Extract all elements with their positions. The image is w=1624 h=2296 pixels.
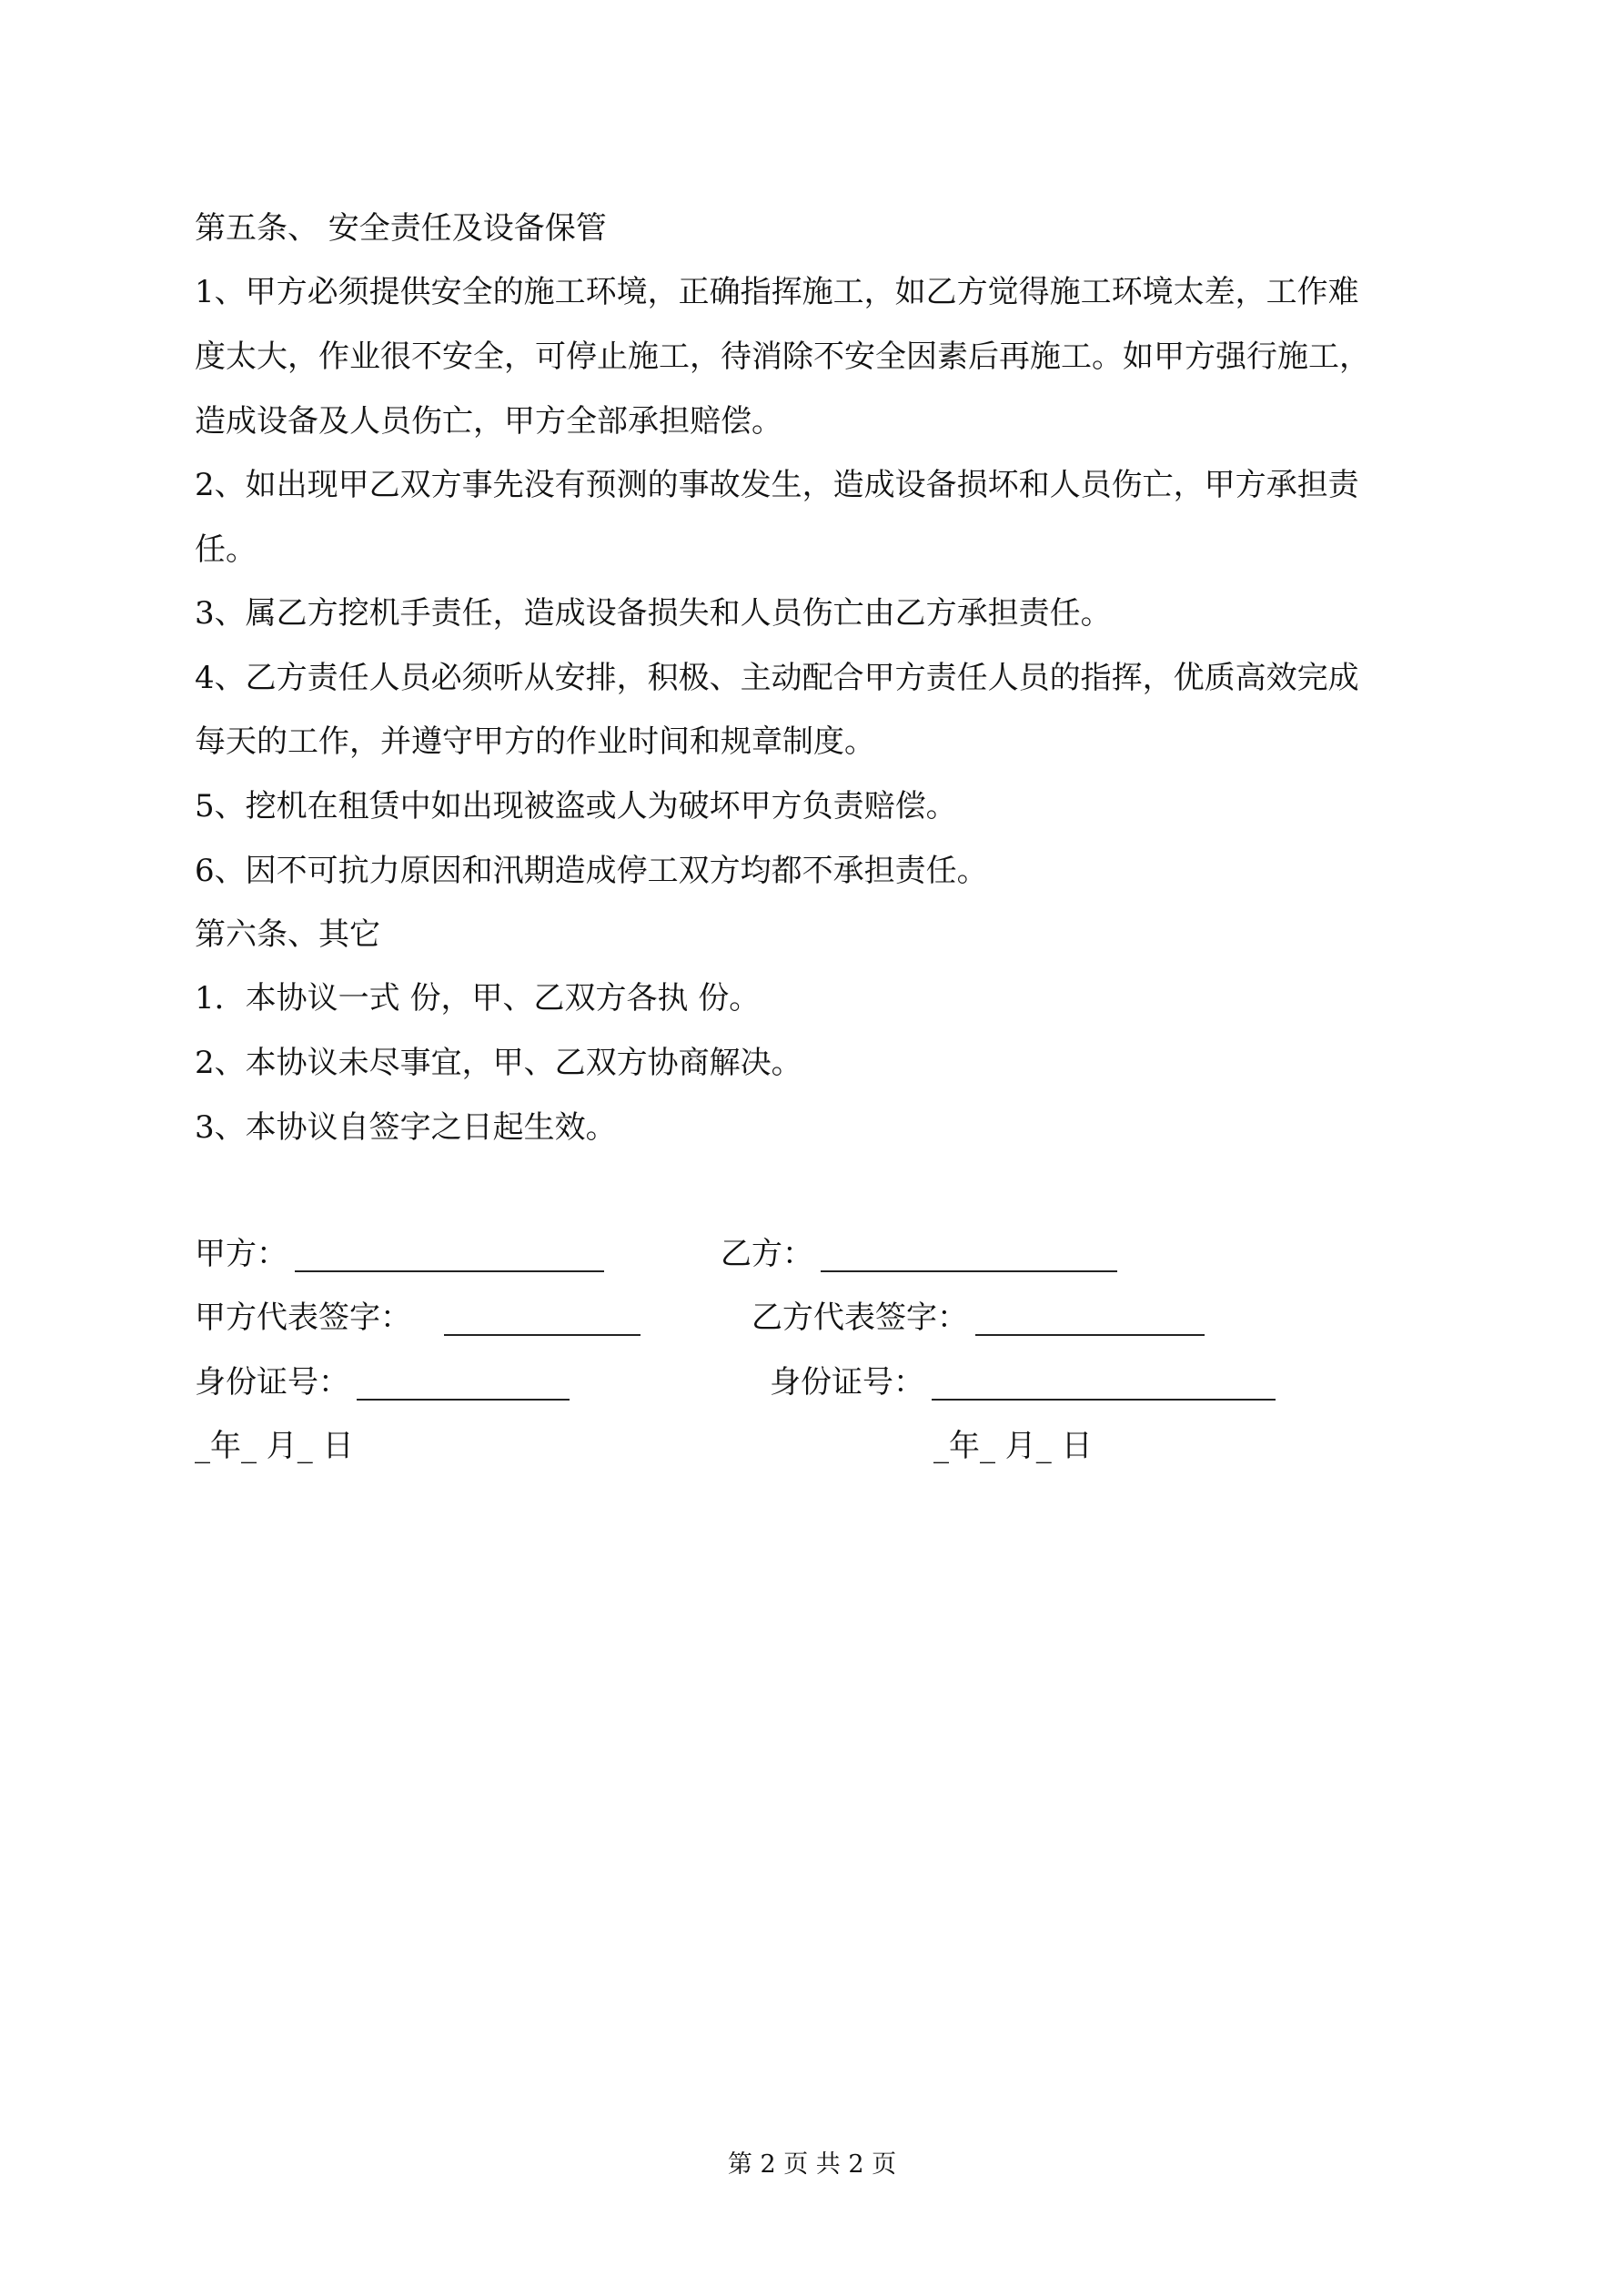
id-a-blank[interactable] [357,1371,570,1401]
rep-b-field [751,1300,1205,1336]
id-a-label: 身份证号： [195,1364,349,1401]
rep-a-field [195,1300,641,1336]
party-a-label: 甲方： [195,1236,287,1272]
date-a: _年_ 月_ 日 [195,1428,354,1464]
clause-5-4-line-2: 每天的工作，并遵守甲方的作业时间和规章制度。 [195,723,875,760]
party-a-blank[interactable] [295,1243,604,1272]
clause-5-1-line-1: 1、甲方必须提供安全的施工环境，正确指挥施工，如乙方觉得施工环境太差，工作难 [195,274,1359,310]
id-a-field [195,1364,570,1401]
signature-row-parties [195,1236,1432,1276]
clause-5-2-line-1: 2、如出现甲乙双方事先没有预测的事故发生，造成设备损坏和人员伤亡，甲方承担责 [195,467,1359,503]
clause-6-1: 1．本协议一式 份，甲、乙双方各执 份。 [195,980,761,1017]
page-number-footer: 第 2 页 共 2 页 [727,2150,897,2179]
section-6-heading: 第六条、其它 [195,916,380,953]
id-b-blank[interactable] [932,1371,1276,1401]
rep-b-label: 乙方代表签字： [751,1300,968,1336]
clause-6-2: 2、本协议未尽事宜，甲、乙双方协商解决。 [195,1045,802,1081]
clause-5-1-line-2: 度太大，作业很不安全，可停止施工，待消除不安全因素后再施工。如甲方强行施工， [195,339,1370,375]
clause-5-4-line-1: 4、乙方责任人员必须听从安排，积极、主动配合甲方责任人员的指挥，优质高效完成 [195,660,1359,696]
clause-5-3: 3、属乙方挖机手责任，造成设备损失和人员伤亡由乙方承担责任。 [195,595,1112,632]
party-b-label: 乙方： [721,1236,813,1272]
section-5-heading: 第五条、 安全责任及设备保管 [195,210,607,247]
signature-row-date [195,1428,1432,1468]
party-a-field [195,1236,604,1272]
rep-b-blank[interactable] [975,1307,1205,1336]
id-b-field [770,1364,1276,1401]
signature-row-id [195,1364,1432,1404]
clause-5-6: 6、因不可抗力原因和汛期造成停工双方均都不承担责任。 [195,853,988,889]
rep-a-blank[interactable] [444,1307,641,1336]
id-b-label: 身份证号： [770,1364,924,1401]
clause-5-2-line-2: 任。 [195,531,257,568]
clause-5-5: 5、挖机在租赁中如出现被盗或人为破坏甲方负责赔偿。 [195,788,957,824]
date-b: _年_ 月_ 日 [933,1428,1093,1464]
clause-6-3: 3、本协议自签字之日起生效。 [195,1109,617,1146]
party-b-field [721,1236,1117,1272]
rep-a-label: 甲方代表签字： [195,1300,411,1336]
signature-row-representatives [195,1300,1432,1340]
party-b-blank[interactable] [821,1243,1117,1272]
clause-5-1-line-3: 造成设备及人员伤亡，甲方全部承担赔偿。 [195,403,782,440]
